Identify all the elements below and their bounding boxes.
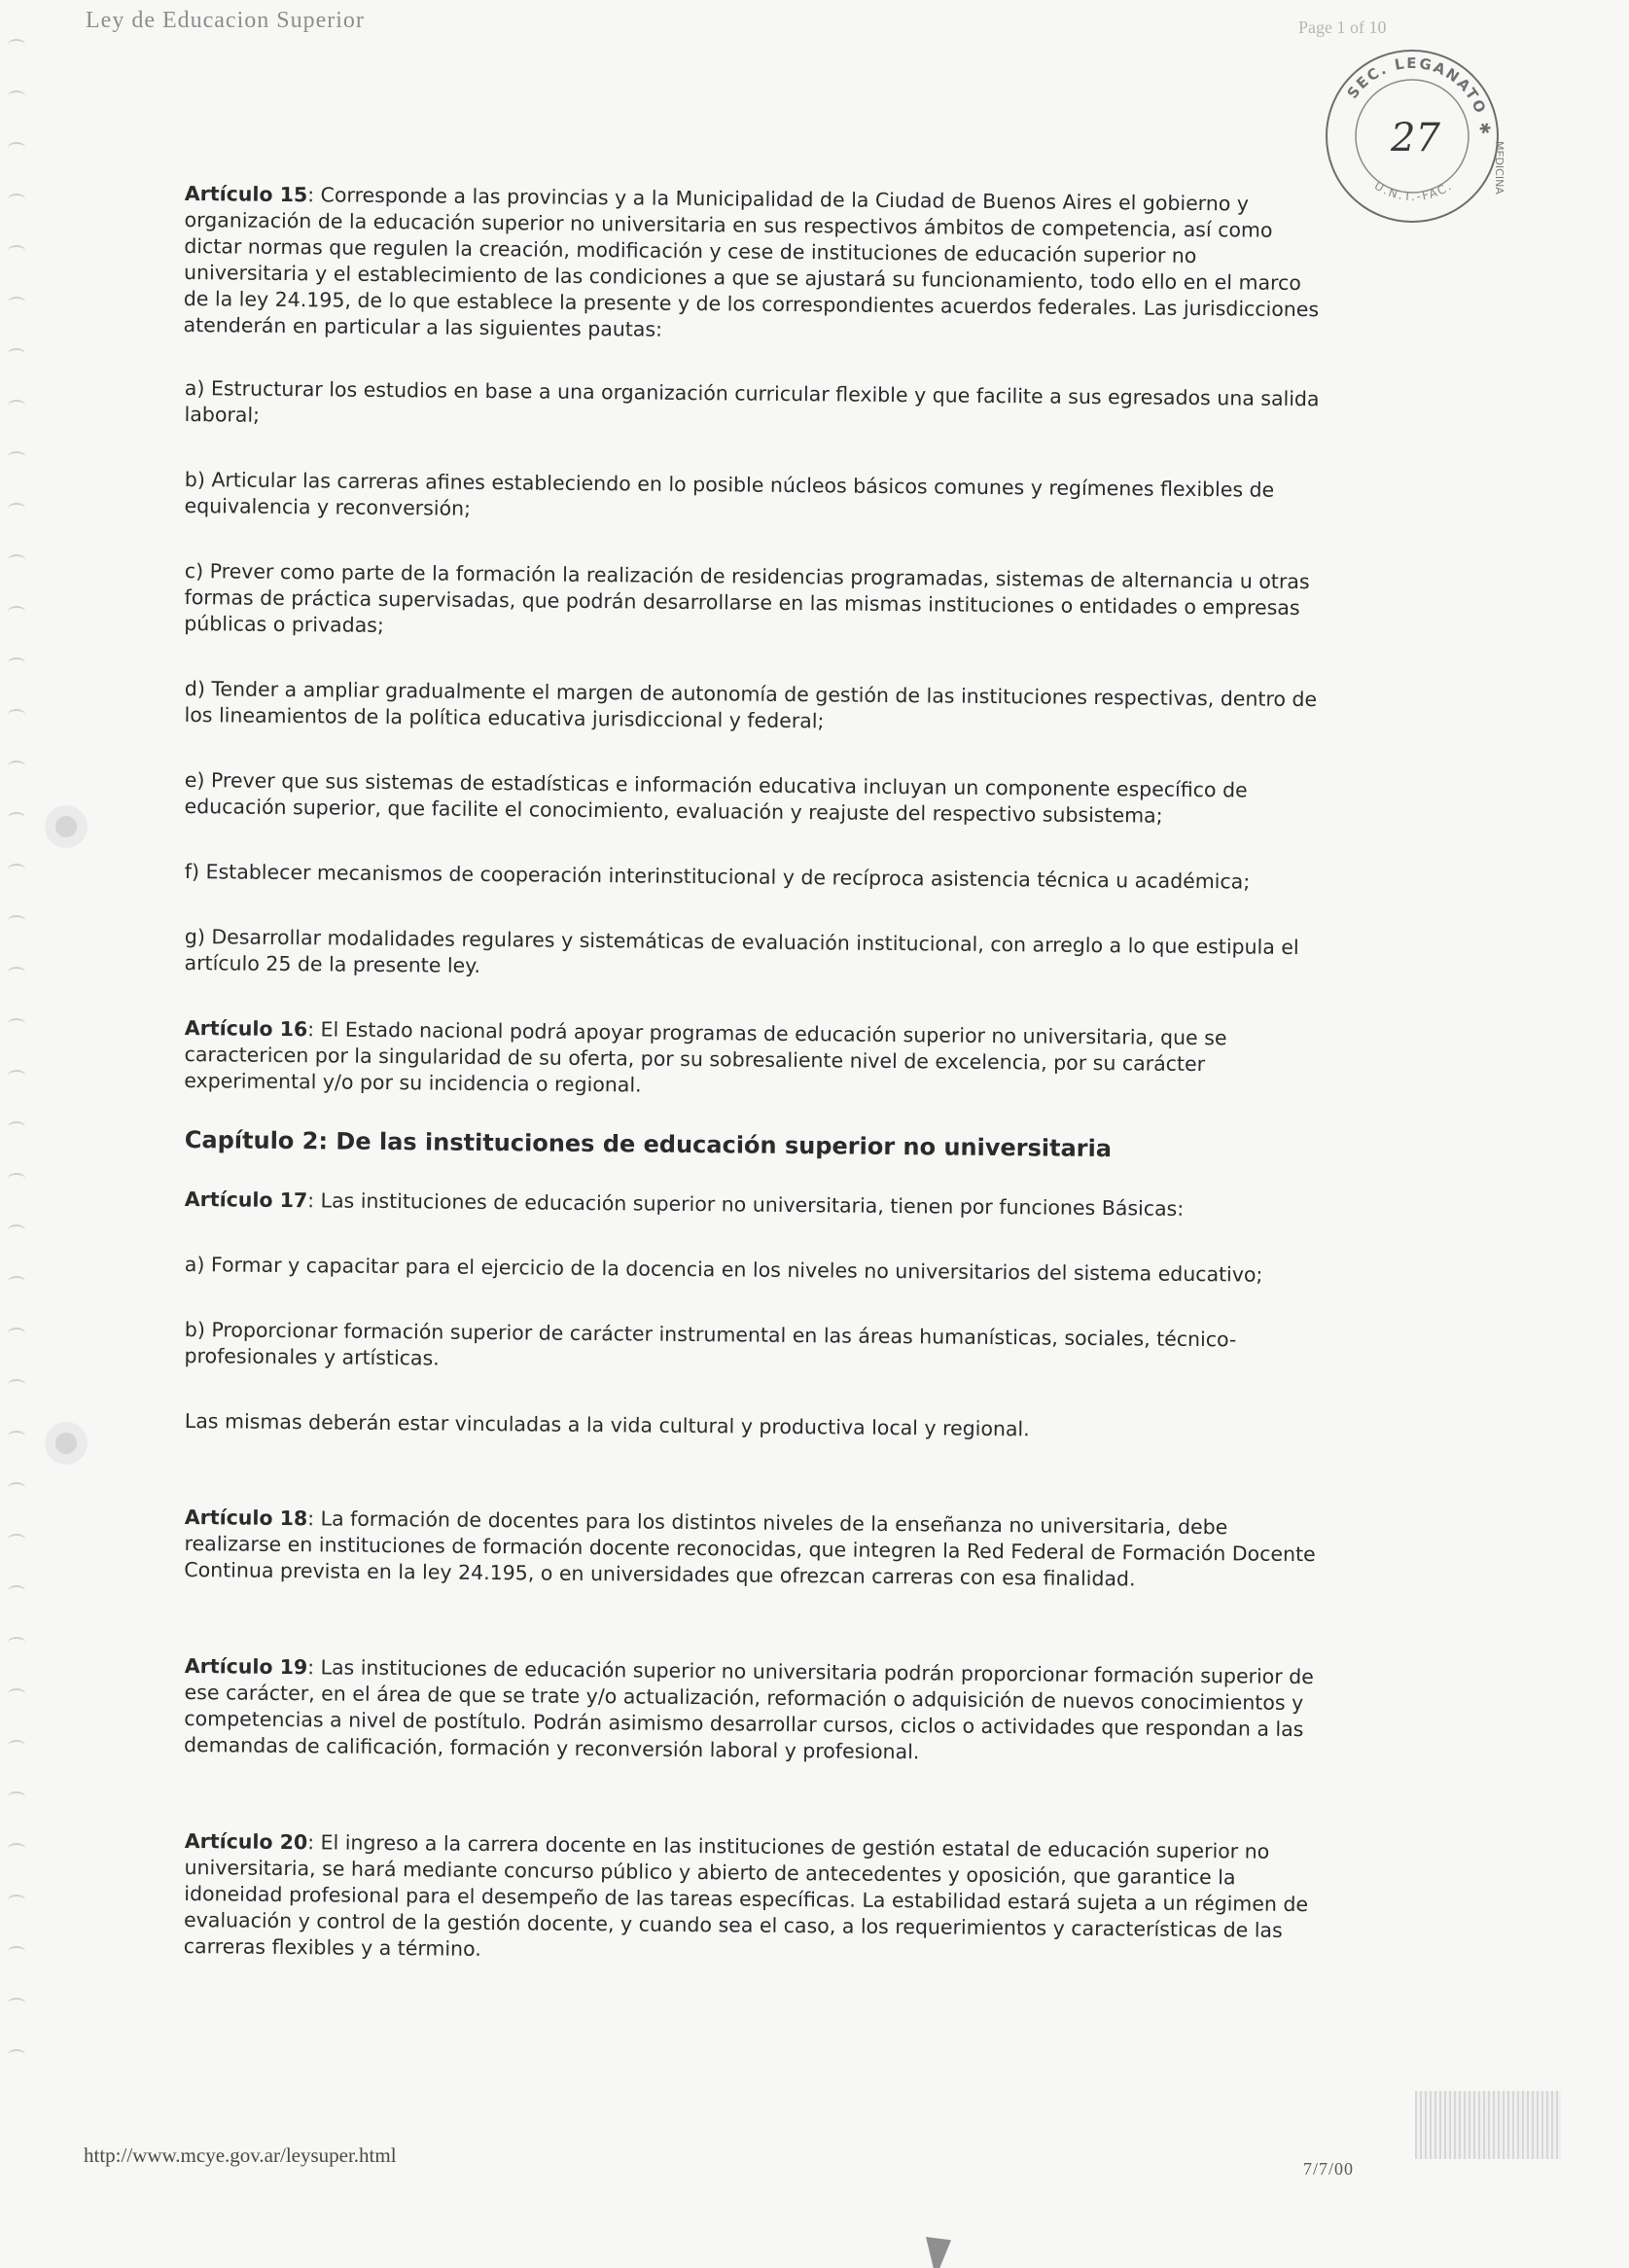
svg-text:SEC. LEGANATO ✱: SEC. LEGANATO ✱ xyxy=(1343,53,1495,137)
scan-artifact xyxy=(8,39,25,51)
scan-artifact xyxy=(8,2049,25,2061)
scan-artifact xyxy=(8,90,25,102)
svg-text:MEDICINA: MEDICINA xyxy=(1493,141,1505,195)
list-item xyxy=(185,859,1323,896)
scan-artifact xyxy=(8,1688,25,1700)
scan-artifact xyxy=(8,1328,25,1339)
article-paragraph xyxy=(184,1505,1323,1594)
scan-artifact xyxy=(8,1224,25,1236)
article-number: Artículo 18 xyxy=(184,1506,308,1531)
scan-artifact xyxy=(8,142,25,154)
scan-artifact xyxy=(8,297,25,308)
scan-artifact xyxy=(8,709,25,721)
footer-url: http://www.mcye.gov.ar/leysuper.html xyxy=(84,2144,397,2167)
list-item xyxy=(185,1252,1323,1289)
scan-artifact xyxy=(8,812,25,824)
scan-artifact xyxy=(8,1791,25,1803)
paragraph-text: : El ingreso a la carrera docente en las instituciones de gestión estatal de educación superior no universitaria, se hará mediante concurso público y abierto de antecedentes y oposición, que garantice la idoneidad profesional para el desempeño de las tareas específicas. La estabilidad estará sujeta a un régimen de evaluación y control de la gestión docente, y cuando sea el caso, a los requerimientos y características de las carreras flexibles y a término. xyxy=(183,1830,1309,1961)
scan-artifact xyxy=(8,554,25,566)
svg-text:27: 27 xyxy=(1391,116,1440,160)
scan-artifact xyxy=(8,915,25,927)
article-number: Artículo 15 xyxy=(184,181,308,207)
page-number: Page 1 of 10 xyxy=(1298,18,1387,37)
scan-artifact xyxy=(8,503,25,514)
scan-artifact xyxy=(8,864,25,875)
scan-artifact xyxy=(8,761,25,772)
scan-artifact xyxy=(1415,2091,1561,2159)
scan-artifact xyxy=(8,1895,25,1906)
scan-artifact xyxy=(8,1534,25,1545)
scan-artifact xyxy=(8,348,25,360)
paragraph-text: c) Prever como parte de la formación la realización de residencias programadas, sistemas de alternancia u otras formas de práctica supervisadas, que podrán desarrollarse en las mismas instituciones o entidades o empresas públicas o privadas; xyxy=(184,558,1310,637)
paragraph-text: g) Desarrollar modalidades regulares y sistemáticas de evaluación institucional, con arreglo a lo que estipula el artículo 25 de la presente ley. xyxy=(184,924,1299,977)
scan-artifact xyxy=(8,1431,25,1442)
scan-artifact xyxy=(8,1585,25,1597)
document-body xyxy=(185,181,1323,1960)
scan-artifact xyxy=(8,657,25,669)
paragraph-text: f) Establecer mecanismos de cooperación interinstitucional y de recíproca asistencia técnica u académica; xyxy=(184,859,1251,894)
scan-artifact xyxy=(8,1998,25,2009)
article-paragraph xyxy=(185,1187,1323,1223)
paragraph-text: e) Prever que sus sistemas de estadísticas e información educativa incluyan un componente específico de educación superior, que facilite el conocimiento, evaluación y reajuste del respectivo subsistema; xyxy=(184,767,1248,828)
scan-artifact xyxy=(8,606,25,618)
chapter-heading: Capítulo 2: De las instituciones de educación superior no universitaria xyxy=(184,1126,1113,1163)
article-number: Artículo 16 xyxy=(184,1016,308,1042)
paragraph-text: : El Estado nacional podrá apoyar programas de educación superior no universitaria, que se caractericen por la singularidad de su oferta, por su sobresaliente nivel de excelencia, por su carácter experimental y/o por su incidencia o regional. xyxy=(184,1017,1227,1097)
list-item xyxy=(184,767,1322,831)
scan-artifact xyxy=(8,1740,25,1752)
paragraph-text: b) Proporcionar formación superior de carácter instrumental en las áreas humanísticas, sociales, técnico-profesionales y artísticas. xyxy=(184,1318,1237,1370)
list-item xyxy=(184,1317,1322,1380)
article-paragraph xyxy=(183,181,1323,349)
article-number: Artículo 17 xyxy=(184,1187,308,1213)
paragraph-text: : Las instituciones de educación superior no universitaria podrán proporcionar formación superior de ese carácter, en el área de que se trate y/o actualización, reformación o adquisición de nuevos conocimientos y competencias a nivel de postítulo. Podrán asimismo desarrollar cursos, ciclos o actividades que respondan a las demandas de calificación, formación y reconversión laboral y profesional. xyxy=(183,1655,1314,1764)
scan-artifact xyxy=(8,400,25,411)
scan-artifact xyxy=(8,967,25,978)
scan-artifact xyxy=(8,1018,25,1030)
svg-text:U.N.T.-FAC.: U.N.T.-FAC. xyxy=(1371,178,1456,204)
seal-stamp xyxy=(1315,39,1509,233)
scan-artifact xyxy=(8,1121,25,1133)
scan-artifact xyxy=(8,1276,25,1288)
scan-artifact xyxy=(8,245,25,257)
list-item xyxy=(184,676,1322,739)
article-number: Artículo 19 xyxy=(184,1654,308,1680)
punch-hole xyxy=(45,805,88,848)
article-paragraph xyxy=(184,1015,1323,1105)
scan-artifact xyxy=(8,1070,25,1081)
scan-artifact xyxy=(8,194,25,205)
scan-artifact xyxy=(8,1379,25,1391)
footer-code: 7/7/00 xyxy=(1303,2159,1355,2179)
list-item xyxy=(184,558,1323,648)
scan-artifact xyxy=(8,1482,25,1494)
article-paragraph xyxy=(184,1828,1323,1970)
document-title: Ley de Educacion Superior xyxy=(86,8,365,33)
paragraph-text: b) Articular las carreras afines estableciendo en lo posible núcleos básicos comunes y regímenes flexibles de equivalencia y reconversión; xyxy=(184,467,1275,520)
list-item xyxy=(184,467,1322,530)
scan-artifact xyxy=(8,451,25,463)
paragraph-text: : Las instituciones de educación superior no universitaria, tienen por funciones Básicas: xyxy=(307,1188,1185,1221)
scan-artifact xyxy=(8,1637,25,1648)
scan-artifact xyxy=(8,1946,25,1958)
paragraph-text: : La formación de docentes para los distintos niveles de la enseñanza no universitaria, debe realizarse en instituciones de formación docente reconocidas, que integren la Red Federal de Formación Docente Continua prevista en la ley 24.195, o en universidades que ofrezcan carreras con esa finalidad. xyxy=(184,1506,1316,1591)
paragraph-text: Las mismas deberán estar vinculadas a la vida cultural y productiva local y regional. xyxy=(184,1409,1030,1441)
scan-artifact xyxy=(8,1173,25,1185)
scan-artifact xyxy=(926,2237,951,2268)
paragraph-text: d) Tender a ampliar gradualmente el margen de autonomía de gestión de las instituciones respectivas, dentro de los lineamientos de la política educativa jurisdiccional y federal; xyxy=(184,676,1318,733)
list-item xyxy=(184,924,1322,987)
scan-artifact xyxy=(8,1843,25,1855)
paragraph-text: a) Formar y capacitar para el ejercicio de la docencia en los niveles no universitarios del sistema educativo; xyxy=(184,1253,1263,1287)
article-number: Artículo 20 xyxy=(184,1829,308,1855)
punch-hole xyxy=(45,1422,88,1465)
article-paragraph xyxy=(184,1653,1323,1769)
list-item xyxy=(184,375,1322,439)
list-item xyxy=(185,1408,1323,1445)
paragraph-text: a) Estructurar los estudios en base a una organización curricular flexible y que facilite a sus egresados una salida laboral; xyxy=(184,375,1320,427)
paragraph-text: : Corresponde a las provincias y a la Municipalidad de la Ciudad de Buenos Aires el gobierno y organización de la educación superior no universitaria en sus respectivos ámbitos de competencia, así como dictar normas que regulen la creación, modificación y cese de instituciones de educación superior no universitaria y el establecimiento de las condiciones a que se ajustará su funcionamiento, todo ello en el marco de la ley 24.195, de lo que establece la presente y de los correspondientes acuerdos federales. Las jurisdicciones atenderán en particular a las siguientes pautas: xyxy=(183,183,1320,341)
